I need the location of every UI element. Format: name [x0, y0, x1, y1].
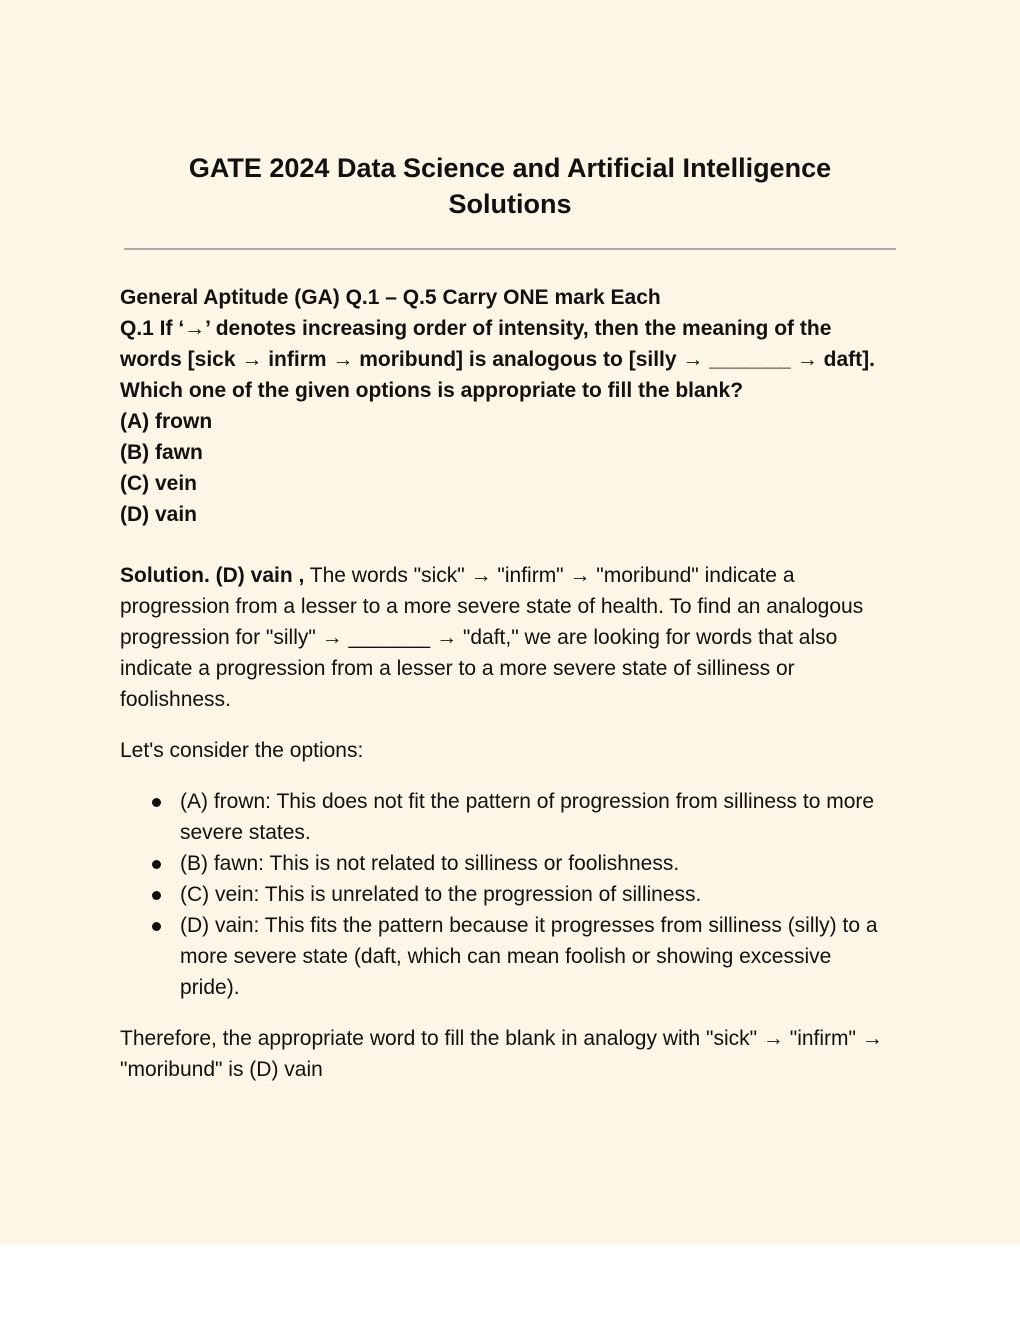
option-a: (A) frown	[120, 410, 213, 433]
solution-label: Solution. (D) vain ,	[120, 564, 305, 587]
document-title	[120, 150, 900, 222]
title-line-2: Solutions	[448, 189, 572, 219]
consider-intro: Let's consider the options:	[120, 739, 364, 762]
option-b: (B) fawn	[120, 441, 203, 464]
options-analysis-list	[120, 786, 896, 1003]
bullet-icon	[152, 891, 161, 900]
title-divider	[124, 248, 896, 250]
section-heading: General Aptitude (GA) Q.1 – Q.5 Carry ONE mark Each	[120, 286, 661, 309]
option-d: (D) vain	[120, 503, 198, 526]
list-item-text: (D) vain: This fits the pattern because it progresses from silliness (silly) to a more severe state (daft, which can mean foolish or showing excessive pride).	[180, 914, 878, 999]
document-body	[120, 282, 896, 1085]
question-options	[120, 406, 896, 530]
title-line-1: GATE 2024 Data Science and Artificial Intelligence	[188, 153, 832, 183]
list-item	[180, 848, 896, 879]
bullet-icon	[152, 798, 161, 807]
solution-paragraph	[120, 560, 896, 715]
bullet-icon	[152, 860, 161, 869]
bullet-icon	[152, 922, 161, 931]
list-item	[180, 910, 896, 1003]
list-item-text: (C) vein: This is unrelated to the progression of silliness.	[180, 883, 702, 906]
list-item-text: (A) frown: This does not fit the pattern of progression from silliness to more severe states.	[180, 790, 875, 844]
option-c: (C) vein	[120, 472, 198, 495]
list-item-text: (B) fawn: This is not related to silliness or foolishness.	[180, 852, 680, 875]
list-item	[180, 786, 896, 848]
solution-text: The words "sick" → "infirm" → "moribund" indicate a progression from a lesser to a more severe state of health. To find an analogous progression for "silly" → _______ → "daft," we are looking for words that also indicate a progression from a lesser to a more severe state of silliness or foolishness.	[120, 564, 864, 711]
question-text: Q.1 If ‘→’ denotes increasing order of intensity, then the meaning of the words [sick → infirm → moribund] is analogous to [silly → _______ → daft]. Which one of the given options is appropriate to fill the blank?	[120, 317, 875, 402]
conclusion-paragraph: Therefore, the appropriate word to fill the blank in analogy with "sick" → "infirm" → "moribund" is (D) vain	[120, 1027, 883, 1081]
list-item	[180, 879, 896, 910]
